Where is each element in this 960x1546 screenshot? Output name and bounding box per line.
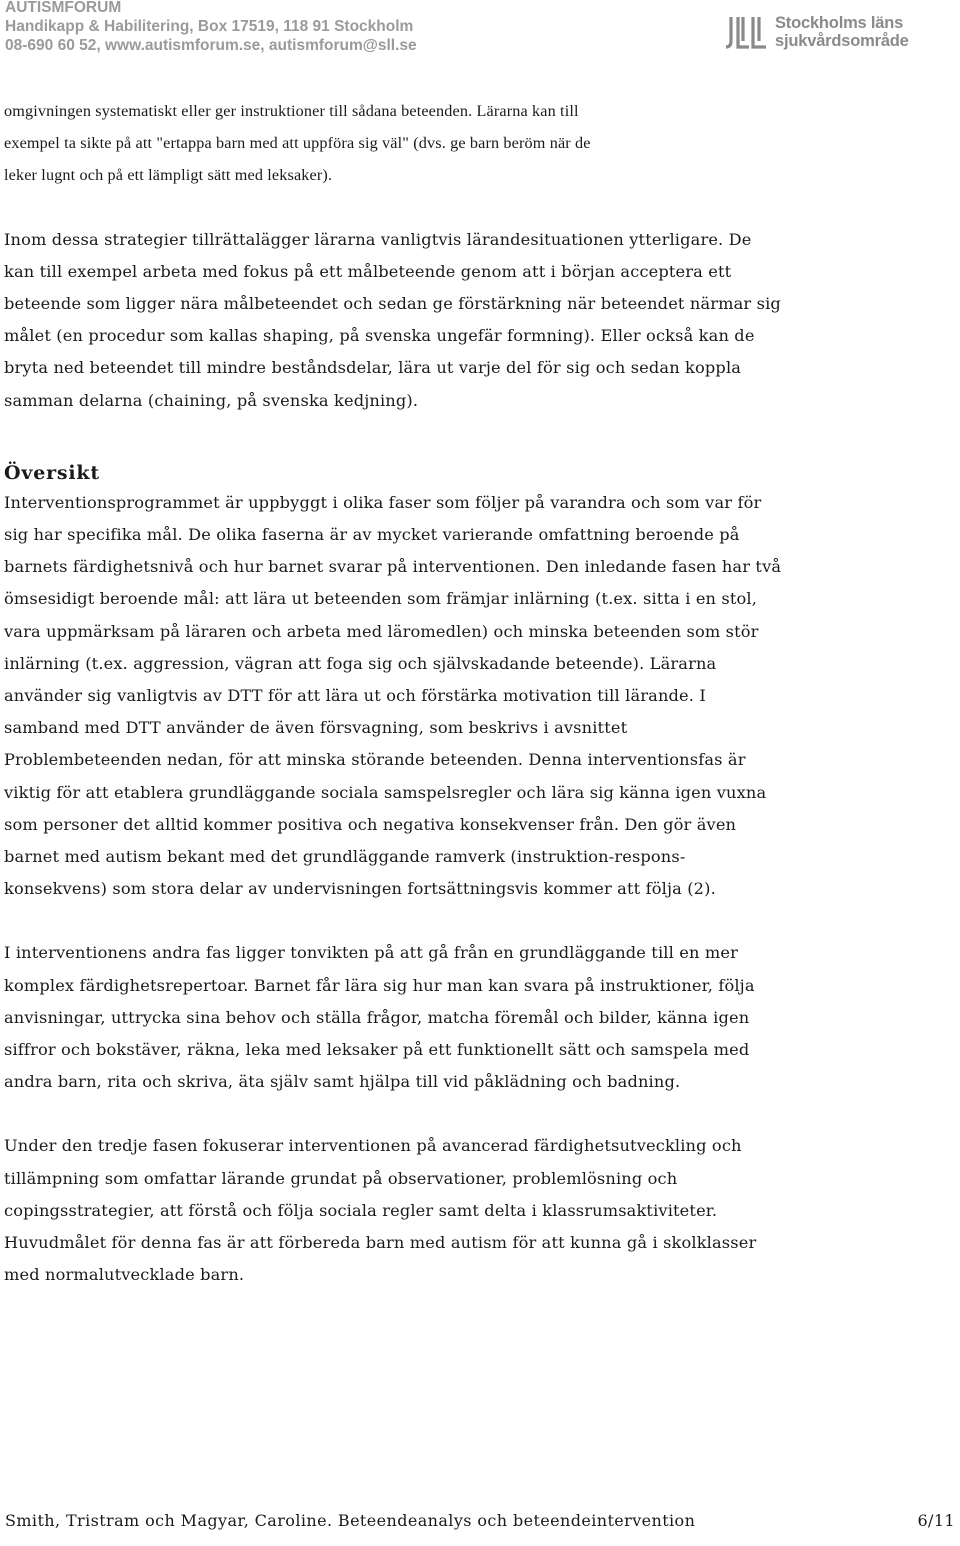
paragraph-5 bbox=[4, 1130, 824, 1291]
org-contact: 08-690 60 52, www.autismforum.se, autismforum@sll.se bbox=[5, 37, 417, 54]
text-line: Interventionsprogrammet är uppbyggt i olika faser som följer på varandra och som var för bbox=[4, 492, 762, 512]
text-line: med normalutvecklade barn. bbox=[4, 1265, 245, 1285]
text-line: beteende som ligger nära målbeteendet och sedan ge förstärkning när beteendet närmar sig bbox=[4, 294, 781, 314]
text-line: bryta ned beteendet till mindre beståndsdelar, lära ut varje del för sig och sedan koppla bbox=[4, 358, 742, 378]
page-number: 6/11 bbox=[917, 1511, 955, 1530]
text-line: anvisningar, uttrycka sina behov och ställa frågor, matcha föremål och bilder, känna igen bbox=[4, 1007, 750, 1027]
page-header bbox=[0, 0, 960, 60]
text-line: viktig för att etablera grundläggande sociala samspelsregler och lära sig känna igen vuxna bbox=[4, 782, 767, 802]
text-line: Problembeteenden nedan, för att minska störande beteenden. Denna interventionsfas är bbox=[4, 750, 746, 770]
section-heading: Översikt bbox=[4, 461, 100, 484]
logo-wordmark bbox=[775, 14, 909, 50]
text-line: konsekvens) som stora delar av undervisningen fortsättningsvis kommer att följa (2). bbox=[4, 879, 716, 899]
text-line: vara uppmärksam på läraren och arbeta med läromedlen) och minska beteenden som stör bbox=[4, 621, 759, 641]
paragraph-4 bbox=[4, 937, 824, 1098]
text-line: andra barn, rita och skriva, äta själv samt hjälpa till vid påklädning och badning. bbox=[4, 1072, 681, 1092]
text-line: sig har specifika mål. De olika faserna är av mycket varierande omfattning beroende på bbox=[4, 525, 740, 545]
text-line: Huvudmålet för denna fas är att förbereda barn med autism för att kunna gå i skolklasser bbox=[4, 1233, 757, 1253]
text-line: exempel ta sikte på att "ertappa barn med att uppföra sig väl" (dvs. ge barn beröm när de bbox=[4, 134, 591, 153]
sll-logo-icon bbox=[725, 13, 767, 51]
org-address: Handikapp & Habilitering, Box 17519, 118 91 Stockholm bbox=[5, 18, 414, 35]
text-line: målet (en procedur som kallas shaping, på svenska ungefär formning). Eller också kan de bbox=[4, 326, 755, 346]
text-line: I interventionens andra fas ligger tonvikten på att gå från en grundläggande till en mer bbox=[4, 943, 738, 963]
text-line: samman delarna (chaining, på svenska kedjning). bbox=[4, 390, 419, 410]
text-line: samband med DTT använder de även försvagning, som beskrivs i avsnittet bbox=[4, 718, 628, 738]
text-line: komplex färdighetsrepertoar. Barnet får lära sig hur man kan svara på instruktioner, följa bbox=[4, 975, 755, 995]
text-line: ömsesidigt beroende mål: att lära ut beteenden som främjar inlärning (t.ex. sitta i en stol, bbox=[4, 589, 758, 609]
paragraph-1 bbox=[4, 95, 824, 192]
logo-line-2: sjukvårdsområde bbox=[775, 32, 909, 50]
text-line: omgivningen systematiskt eller ger instruktioner till sådana beteenden. Lärarna kan till bbox=[4, 102, 579, 120]
logo-line-1: Stockholms läns bbox=[775, 14, 904, 32]
text-line: inlärning (t.ex. aggression, vägran att foga sig och självskadande beteende). Lärarna bbox=[4, 653, 717, 673]
text-line: Inom dessa strategier tillrättalägger lärarna vanligtvis lärandesituationen ytterligare. De bbox=[4, 229, 752, 249]
text-line: siffror och bokstäver, räkna, leka med leksaker på ett funktionellt sätt och samspela med bbox=[4, 1040, 750, 1060]
text-line: barnet med autism bekant med det grundläggande ramverk (instruktion-respons- bbox=[4, 847, 686, 867]
text-line: som personer det alltid kommer positiva och negativa konsekvenser från. Den gör även bbox=[4, 814, 737, 834]
org-contact-block bbox=[5, 0, 417, 55]
paragraph-3 bbox=[4, 487, 824, 906]
paragraph-2 bbox=[4, 224, 824, 417]
text-line: tillämpning som omfattar lärande grundat på observationer, problemlösning och bbox=[4, 1168, 678, 1188]
text-line: Under den tredje fasen fokuserar interventionen på avancerad färdighetsutveckling och bbox=[4, 1136, 742, 1156]
text-line: leker lugnt och på ett lämpligt sätt med leksaker). bbox=[4, 166, 333, 185]
sll-logo bbox=[725, 12, 909, 52]
text-line: kan till exempel arbeta med fokus på ett målbeteende genom att i början acceptera ett bbox=[4, 261, 732, 281]
text-line: barnets färdighetsnivå och hur barnet svarar på interventionen. Den inledande fasen har två bbox=[4, 557, 782, 577]
org-name: AUTISMFORUM bbox=[5, 0, 122, 16]
text-line: använder sig vanligtvis av DTT för att lära ut och förstärka motivation till lärande. I bbox=[4, 686, 706, 706]
document-body bbox=[4, 95, 824, 1292]
footer-citation: Smith, Tristram och Magyar, Caroline. Beteendeanalys och beteendeintervention bbox=[5, 1511, 696, 1530]
text-line: copingsstrategier, att förstå och följa sociala regler samt delta i klassrumsaktiviteter. bbox=[4, 1200, 718, 1220]
